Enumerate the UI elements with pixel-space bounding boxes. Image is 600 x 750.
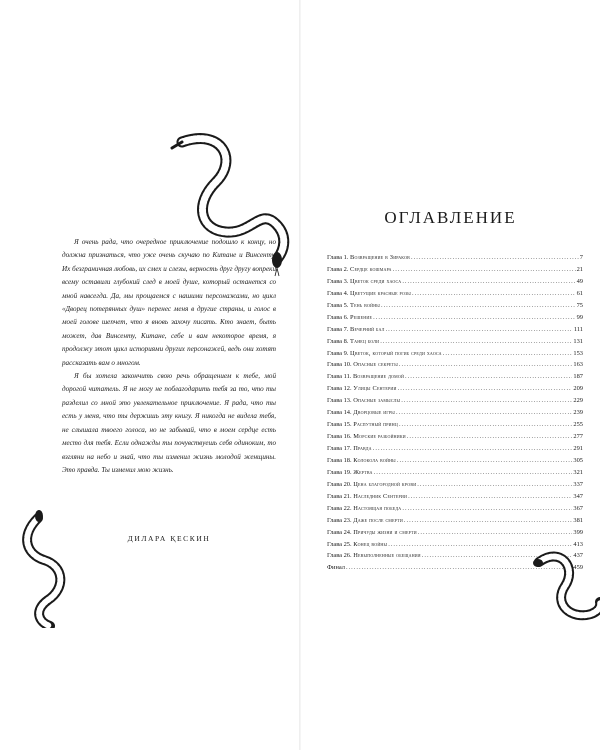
toc-leader-dots: [399, 421, 572, 428]
toc-chapter-title: Возвращение домой: [352, 373, 405, 381]
toc-entry: [327, 397, 583, 409]
toc-chapter-number: Глава 5.: [327, 301, 349, 309]
toc-chapter-number: Глава 9.: [327, 349, 349, 357]
toc-page-number: 437: [573, 552, 583, 560]
toc-chapter-title: Цветок среди хаоса: [350, 277, 402, 285]
toc-page-number: 381: [573, 516, 583, 524]
toc-entry: [327, 302, 583, 314]
toc-leader-dots: [393, 266, 576, 273]
toc-page-number: 49: [576, 277, 583, 285]
toc-chapter-number: Глава 21.: [327, 492, 352, 500]
table-of-contents: [327, 254, 583, 576]
toc-chapter-title: Улицы Сентерии: [353, 385, 397, 393]
toc-chapter-number: Глава 10.: [327, 361, 352, 369]
toc-leader-dots: [408, 493, 572, 500]
toc-entry: [327, 385, 583, 397]
toc-chapter-title: Распутный принц: [353, 421, 398, 429]
toc-leader-dots: [388, 541, 572, 548]
toc-chapter-title: Жертва: [353, 468, 373, 476]
toc-leader-dots: [412, 290, 576, 297]
toc-chapter-number: Глава 24.: [327, 528, 352, 536]
toc-page-number: 239: [573, 409, 583, 417]
toc-leader-dots: [396, 409, 572, 416]
toc-page-number: 111: [573, 325, 583, 333]
toc-entry: [327, 457, 583, 469]
letter-body: [62, 236, 276, 477]
toc-entry: [327, 409, 583, 421]
toc-chapter-number: Глава 25.: [327, 540, 352, 548]
toc-page-number: 75: [576, 301, 583, 309]
toc-page-number: 337: [573, 480, 583, 488]
toc-entry: [327, 254, 583, 266]
toc-chapter-number: Глава 19.: [327, 468, 352, 476]
toc-chapter-number: Глава 11.: [327, 373, 352, 381]
toc-leader-dots: [397, 457, 573, 464]
toc-entry: [327, 493, 583, 505]
toc-chapter-title: Цветущие красные розы: [350, 289, 411, 297]
toc-entry: [327, 421, 583, 433]
toc-chapter-number: Глава 26.: [327, 552, 352, 560]
right-page: [301, 0, 600, 750]
toc-chapter-number: Глава 3.: [327, 277, 349, 285]
toc-page-number: 255: [573, 421, 583, 429]
toc-chapter-number: Глава 13.: [327, 397, 352, 405]
toc-page-number: 21: [576, 265, 583, 273]
toc-leader-dots: [418, 529, 573, 536]
toc-leader-dots: [417, 481, 572, 488]
toc-chapter-number: Глава 16.: [327, 433, 352, 441]
toc-page-number: 7: [579, 254, 583, 261]
toc-page-number: 61: [576, 289, 583, 297]
toc-chapter-number: Глава 1.: [327, 254, 349, 261]
toc-chapter-number: Глава 14.: [327, 409, 352, 417]
toc-leader-dots: [374, 469, 573, 476]
toc-chapter-title: Возвращение в Зираков: [350, 254, 411, 261]
toc-leader-dots: [443, 350, 573, 357]
toc-page-number: 153: [573, 349, 583, 357]
toc-leader-dots: [386, 326, 573, 333]
toc-leader-dots: [411, 254, 579, 261]
author-signature: ДИЛАРА ҚЕСКИН: [127, 534, 211, 543]
toc-entry: [327, 338, 583, 350]
toc-chapter-number: Глава 6.: [327, 313, 349, 321]
toc-leader-dots: [401, 397, 572, 404]
toc-chapter-number: Глава 23.: [327, 516, 352, 524]
toc-leader-dots: [405, 373, 572, 380]
toc-leader-dots: [402, 278, 575, 285]
toc-chapter-number: Глава 4.: [327, 289, 349, 297]
letter-paragraph-1: Я очень рада, что очередное приключение подошло к концу, но должна признаться, что уже очень скучаю по Китане и Винсенту. Их безграничная любовь, их смех и слезы, верность друг другу вопреки всему оставили глубокий след в моей душе, который останется со мной навсегда. Да, мы прощаемся с нашими персонажами, но цикл «Дворец потерянных душ» перенес меня в другие страны, и голос в моей голове шепчет, что я вновь захочу писать. Кто знает, быть может, дав Винсенту, Китане, себе и вам некоторое время, я продолжу этот цикл историями других персонажей, ведь они хотят рассказать вам о многом.: [62, 238, 276, 367]
toc-leader-dots: [402, 505, 572, 512]
toc-chapter-title: Правда: [353, 445, 372, 452]
toc-chapter-title: Наследник Сентерии: [353, 492, 408, 500]
toc-chapter-title: Колокола войны: [353, 456, 396, 464]
toc-chapter-title: Опасные замыслы: [353, 397, 401, 405]
toc-chapter-number: Глава 7.: [327, 325, 349, 333]
toc-chapter-number: Глава 18.: [327, 456, 352, 464]
letter-paragraph-2: Я бы хотела закончить свою речь обращением к тебе, мой дорогой читатель. Я не могу не поблагодарить тебя за то, что ты разделил со мной это увлекательное приключение. Я рада, что ты есть у меня, что ты держишь эту книгу. Я никогда не видела тебя, не слышала твоего голоса, но не забывай, что в моем сердце есть место для тебя. Если однажды ты почувствуешь себя одиноким, то взгляни на небо и знай, что ты изменил жизнь молодой женщины. Это правда. Ты изменил мою жизнь.: [62, 372, 276, 474]
toc-chapter-number: Глава 17.: [327, 445, 352, 452]
toc-page-number: 187: [573, 373, 583, 381]
toc-chapter-title: Цветок, который погиб среди хаоса: [350, 349, 442, 357]
toc-chapter-title: Опасные секреты: [353, 361, 398, 369]
left-page: [0, 0, 299, 750]
toc-chapter-title: Морские разбойники: [353, 433, 406, 441]
toc-chapter-title: Тень войны: [350, 301, 380, 309]
toc-chapter-number: Глава 15.: [327, 421, 352, 429]
toc-leader-dots: [373, 445, 573, 452]
toc-chapter-number: Глава 8.: [327, 337, 349, 345]
toc-chapter-number: Глава 12.: [327, 385, 352, 393]
toc-page-number: 305: [573, 456, 583, 464]
toc-chapter-title: Вечерний бал: [350, 325, 385, 333]
toc-chapter-title: Невыполненные обещания: [353, 552, 421, 560]
toc-entry: [327, 326, 583, 338]
toc-leader-dots: [373, 314, 575, 321]
toc-entry: [327, 350, 583, 362]
toc-chapter-number: Финал: [327, 564, 345, 572]
toc-leader-dots: [399, 361, 573, 368]
toc-chapter-title: Решение: [350, 313, 373, 321]
toc-entry: [327, 517, 583, 529]
toc-entry: [327, 481, 583, 493]
toc-entry: [327, 433, 583, 445]
toc-page-number: 347: [573, 492, 583, 500]
toc-entry: [327, 266, 583, 278]
toc-page-number: 413: [573, 540, 583, 548]
toc-entry: [327, 469, 583, 481]
toc-entry: [327, 361, 583, 373]
snake-illustration-bottom-right-icon: [531, 548, 600, 638]
toc-page-number: 209: [573, 385, 583, 393]
toc-page-number: 163: [573, 361, 583, 369]
toc-entry: [327, 373, 583, 385]
toc-chapter-title: Цена благородной крови: [353, 480, 417, 488]
snake-illustration-bottom-left-icon: [8, 508, 78, 628]
toc-chapter-title: Настоящая победа: [353, 504, 402, 512]
toc-page-number: 229: [573, 397, 583, 405]
toc-leader-dots: [407, 433, 573, 440]
toc-chapter-title: Танец боли: [350, 337, 380, 345]
toc-entry: [327, 290, 583, 302]
toc-leader-dots: [398, 385, 573, 392]
toc-chapter-number: Глава 20.: [327, 480, 352, 488]
toc-chapter-title: Причуды жизни и смерти: [353, 528, 417, 536]
toc-title: ОГЛАВЛЕНИЕ: [384, 208, 517, 227]
toc-entry: [327, 505, 583, 517]
toc-entry: [327, 529, 583, 541]
toc-page-number: 99: [576, 313, 583, 321]
toc-entry: [327, 278, 583, 290]
toc-page-number: 291: [573, 445, 583, 452]
toc-chapter-title: Дворцовые игры: [353, 409, 395, 417]
toc-page-number: 277: [573, 433, 583, 441]
toc-entry: [327, 314, 583, 326]
toc-leader-dots: [404, 517, 572, 524]
toc-page-number: 367: [573, 504, 583, 512]
toc-page-number: 459: [573, 564, 583, 572]
toc-leader-dots: [381, 302, 576, 309]
toc-leader-dots: [380, 338, 572, 345]
toc-page-number: 131: [573, 337, 583, 345]
toc-chapter-title: Даже после смерти: [353, 516, 403, 524]
toc-page-number: 321: [573, 468, 583, 476]
toc-entry: [327, 445, 583, 457]
toc-chapter-title: Конец войны: [353, 540, 388, 548]
toc-chapter-title: Сердце кошмара: [350, 265, 392, 273]
toc-page-number: 399: [573, 528, 583, 536]
toc-chapter-number: Глава 22.: [327, 504, 352, 512]
toc-chapter-number: Глава 2.: [327, 265, 349, 273]
